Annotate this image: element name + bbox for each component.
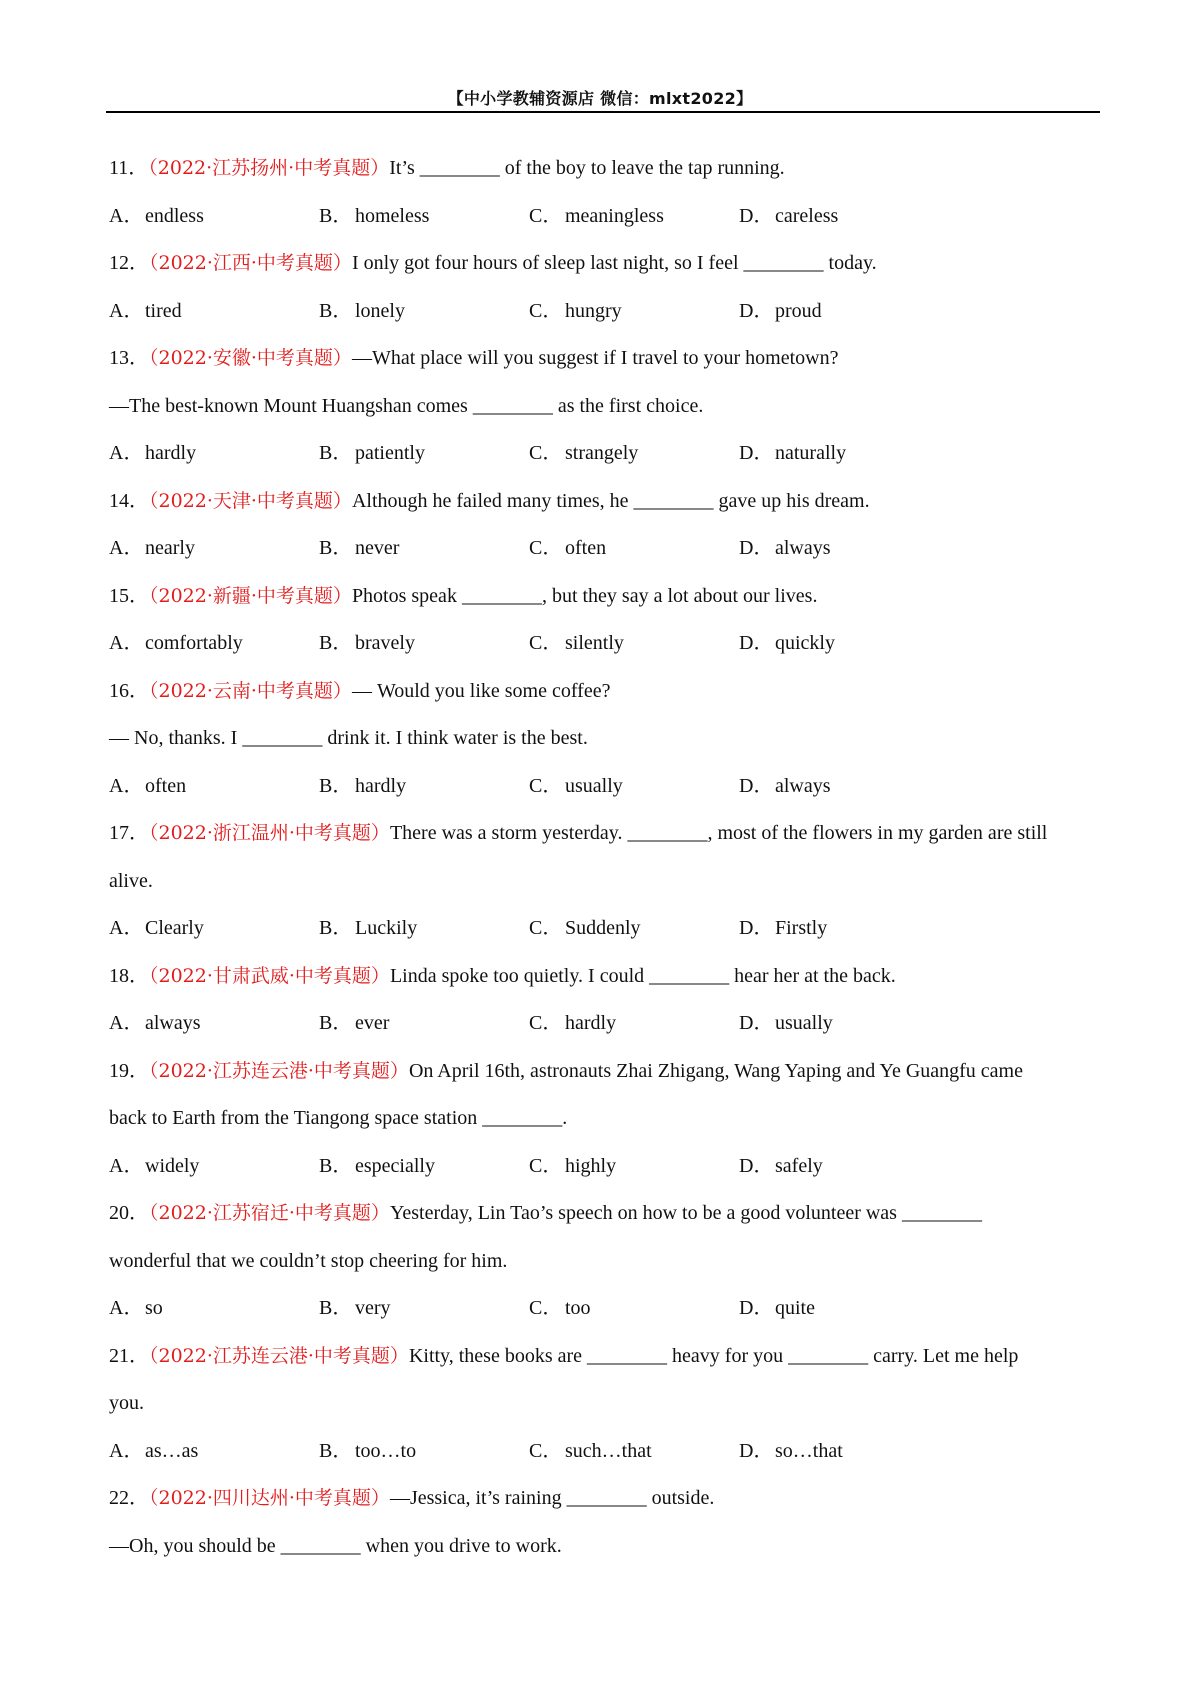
question-item [109, 1475, 1104, 1570]
question-text: alive. [109, 869, 153, 892]
question-number: 22． [109, 1487, 149, 1509]
question-text: — Would you like some coffee? [351, 679, 611, 702]
option-letter: D． [739, 632, 774, 654]
answer-options [109, 1285, 1104, 1333]
answer-option [109, 430, 319, 478]
answer-option [529, 1285, 739, 1333]
answer-option [529, 620, 739, 668]
option-text: hardly [565, 1012, 617, 1034]
question-text: —The best-known Mount Huangshan comes ________ as the first choice. [109, 394, 704, 417]
option-text: lonely [355, 299, 405, 322]
option-text: safely [775, 1154, 823, 1177]
answer-option [739, 1428, 949, 1476]
option-letter: A． [109, 1439, 144, 1462]
answer-option [739, 905, 949, 953]
option-letter: B． [319, 632, 353, 654]
option-letter: A． [109, 442, 144, 464]
answer-options [109, 430, 1104, 478]
question-line [109, 383, 1104, 431]
answer-option [529, 1000, 739, 1048]
answer-option [109, 1285, 319, 1333]
question-number: 12． [109, 252, 149, 274]
question-item [109, 1333, 1104, 1476]
option-letter: B． [319, 1012, 353, 1034]
option-text: nearly [145, 537, 195, 559]
option-letter: B． [319, 299, 353, 322]
option-text: naturally [775, 442, 847, 464]
question-text: — No, thanks. I ________ drink it. I think water is the best. [109, 727, 588, 749]
question-item [109, 573, 1104, 668]
question-line [109, 810, 1104, 858]
option-letter: B． [319, 774, 353, 797]
question-line [109, 145, 1104, 193]
question-source: （2022·云南·中考真题） [149, 679, 352, 702]
question-source: （2022·安徽·中考真题） [149, 347, 352, 369]
option-text: Luckily [355, 917, 418, 939]
question-text: Yesterday, Lin Tao’s speech on how to be a good volunteer was ________ [389, 1202, 982, 1224]
answer-option [109, 1143, 319, 1191]
question-text: —Jessica, it’s raining ________ outside. [389, 1487, 715, 1509]
question-item [109, 145, 1104, 240]
question-number: 18． [109, 964, 149, 987]
answer-option [109, 1428, 319, 1476]
question-number: 15． [109, 584, 149, 607]
option-text: silently [565, 632, 624, 654]
option-letter: C． [529, 442, 563, 464]
option-text: always [775, 537, 831, 559]
question-source: （2022·江苏连云港·中考真题） [149, 1344, 409, 1367]
answer-options [109, 193, 1104, 241]
option-letter: B． [319, 1297, 353, 1319]
answer-option [319, 193, 529, 241]
option-letter: C． [529, 774, 563, 797]
page-header: 【中小学教辅资源店 微信：mlxt2022】 [447, 89, 753, 108]
question-source: （2022·新疆·中考真题） [149, 584, 352, 607]
answer-option [319, 525, 529, 573]
answer-option [109, 1000, 319, 1048]
answer-options [109, 288, 1104, 336]
answer-option [319, 1143, 529, 1191]
option-letter: C． [529, 1439, 563, 1462]
question-line [109, 1095, 1104, 1143]
question-line [109, 1475, 1104, 1523]
answer-option [739, 288, 949, 336]
option-text: strangely [565, 442, 639, 464]
option-letter: D． [739, 1439, 774, 1462]
option-text: Suddenly [565, 917, 641, 939]
question-item [109, 953, 1104, 1048]
question-text: Photos speak ________, but they say a lot about our lives. [351, 584, 818, 607]
answer-option [739, 1000, 949, 1048]
option-letter: B． [319, 1154, 353, 1177]
option-text: Clearly [145, 917, 204, 939]
option-text: hardly [145, 442, 197, 464]
option-letter: A． [109, 537, 144, 559]
option-text: so…that [775, 1439, 843, 1462]
option-letter: B． [319, 917, 353, 939]
option-letter: C． [529, 537, 563, 559]
option-letter: B． [319, 1439, 353, 1462]
answer-option [319, 905, 529, 953]
answer-option [739, 1143, 949, 1191]
question-line [109, 478, 1104, 526]
option-letter: C． [529, 1012, 563, 1034]
question-line [109, 240, 1104, 288]
question-number: 16． [109, 679, 149, 702]
question-text: Kitty, these books are ________ heavy for you ________ carry. Let me help [408, 1344, 1019, 1367]
option-letter: D． [739, 537, 774, 559]
answer-options [109, 763, 1104, 811]
question-source: （2022·四川达州·中考真题） [149, 1487, 390, 1509]
question-number: 19． [109, 1059, 149, 1082]
answer-option [109, 905, 319, 953]
question-text: It’s ________ of the boy to leave the tap running. [389, 157, 785, 179]
question-source: （2022·江苏扬州·中考真题） [148, 157, 390, 179]
question-number: 14． [109, 489, 149, 512]
option-text: usually [565, 774, 623, 797]
option-text: especially [355, 1154, 435, 1177]
question-line [109, 1523, 1104, 1571]
question-list [109, 145, 1104, 1570]
question-item [109, 240, 1104, 335]
answer-options [109, 525, 1104, 573]
question-text: —What place will you suggest if I travel to your hometown? [351, 347, 839, 369]
option-text: often [145, 774, 187, 797]
question-line [109, 1238, 1104, 1286]
option-text: too [565, 1297, 591, 1319]
answer-options [109, 1143, 1104, 1191]
option-text: hungry [565, 299, 622, 322]
option-letter: A． [109, 917, 144, 939]
answer-options [109, 1000, 1104, 1048]
option-letter: A． [109, 1154, 144, 1177]
option-letter: C． [529, 632, 563, 654]
answer-option [109, 288, 319, 336]
answer-options [109, 620, 1104, 668]
option-letter: B． [319, 537, 353, 559]
question-source: （2022·江西·中考真题） [149, 252, 352, 274]
question-line [109, 335, 1104, 383]
option-text: patiently [355, 442, 425, 464]
header-divider [106, 111, 1100, 113]
question-item [109, 668, 1104, 811]
question-source: （2022·江苏连云港·中考真题） [149, 1059, 409, 1082]
option-letter: D． [739, 204, 774, 227]
option-text: highly [565, 1154, 617, 1177]
option-text: never [355, 537, 400, 559]
option-text: quickly [775, 632, 835, 654]
question-text: I only got four hours of sleep last night, so I feel ________ today. [351, 252, 877, 274]
answer-option [319, 763, 529, 811]
question-line [109, 1190, 1104, 1238]
option-text: ever [355, 1012, 390, 1034]
option-letter: C． [529, 917, 563, 939]
question-number: 21． [109, 1344, 149, 1367]
answer-option [529, 1143, 739, 1191]
option-text: proud [775, 299, 822, 322]
question-number: 11． [109, 157, 149, 179]
option-text: hardly [355, 774, 407, 797]
option-letter: A． [109, 204, 144, 227]
question-number: 13． [109, 347, 149, 369]
question-line [109, 573, 1104, 621]
question-item [109, 478, 1104, 573]
question-text: On April 16th, astronauts Zhai Zhigang, Wang Yaping and Ye Guangfu came [408, 1059, 1023, 1082]
question-item [109, 1190, 1104, 1333]
option-letter: B． [319, 442, 353, 464]
question-text: —Oh, you should be ________ when you drive to work. [109, 1534, 562, 1557]
option-text: often [565, 537, 607, 559]
option-text: such…that [565, 1439, 652, 1462]
question-item [109, 335, 1104, 478]
option-letter: A． [109, 774, 144, 797]
question-number: 20． [109, 1202, 149, 1224]
question-line [109, 668, 1104, 716]
question-text: Although he failed many times, he ________ gave up his dream. [351, 489, 870, 512]
option-letter: D． [739, 1154, 774, 1177]
option-text: usually [775, 1012, 833, 1034]
answer-option [739, 763, 949, 811]
answer-option [319, 430, 529, 478]
answer-options [109, 905, 1104, 953]
option-text: very [355, 1297, 391, 1319]
answer-option [109, 620, 319, 668]
option-text: meaningless [565, 204, 664, 227]
option-text: careless [775, 204, 839, 227]
option-text: homeless [355, 204, 430, 227]
question-line [109, 858, 1104, 906]
question-source: （2022·甘肃武威·中考真题） [149, 964, 390, 987]
answer-option [529, 193, 739, 241]
option-text: Firstly [775, 917, 828, 939]
question-text: wonderful that we couldn’t stop cheering for him. [109, 1249, 508, 1272]
option-text: bravely [355, 632, 415, 654]
answer-option [739, 430, 949, 478]
option-letter: C． [529, 1154, 563, 1177]
option-letter: D． [739, 299, 774, 322]
option-letter: D． [739, 1297, 774, 1319]
answer-option [319, 1000, 529, 1048]
option-letter: B． [319, 204, 353, 227]
question-line [109, 715, 1104, 763]
question-line [109, 953, 1104, 1001]
option-text: as…as [145, 1439, 199, 1462]
option-letter: D． [739, 917, 774, 939]
answer-options [109, 1428, 1104, 1476]
option-letter: D． [739, 774, 774, 797]
question-source: （2022·天津·中考真题） [149, 489, 352, 512]
option-letter: D． [739, 442, 774, 464]
option-text: too…to [355, 1439, 417, 1462]
question-text: you. [109, 1392, 144, 1414]
answer-option [109, 193, 319, 241]
option-text: tired [145, 299, 182, 322]
option-letter: C． [529, 1297, 563, 1319]
answer-option [319, 620, 529, 668]
answer-option [529, 905, 739, 953]
question-item [109, 810, 1104, 953]
option-letter: A． [109, 1012, 144, 1034]
question-text: back to Earth from the Tiangong space station ________. [109, 1107, 568, 1129]
option-letter: D． [739, 1012, 774, 1034]
question-item [109, 1048, 1104, 1191]
question-line [109, 1333, 1104, 1381]
option-text: endless [145, 204, 204, 227]
option-text: widely [145, 1154, 200, 1177]
option-letter: A． [109, 1297, 144, 1319]
answer-option [109, 525, 319, 573]
option-text: comfortably [145, 632, 243, 654]
answer-option [529, 525, 739, 573]
answer-option [739, 193, 949, 241]
answer-option [739, 620, 949, 668]
answer-option [529, 763, 739, 811]
answer-option [529, 288, 739, 336]
option-text: always [775, 774, 831, 797]
answer-option [739, 525, 949, 573]
option-letter: C． [529, 299, 563, 322]
option-letter: A． [109, 632, 144, 654]
answer-option [529, 1428, 739, 1476]
question-line [109, 1048, 1104, 1096]
question-text: Linda spoke too quietly. I could ________ hear her at the back. [389, 964, 896, 987]
option-text: always [145, 1012, 201, 1034]
question-source: （2022·江苏宿迁·中考真题） [149, 1202, 390, 1224]
question-number: 17． [109, 822, 149, 844]
answer-option [109, 763, 319, 811]
question-line [109, 1380, 1104, 1428]
option-text: quite [775, 1297, 815, 1319]
option-text: so [145, 1297, 163, 1319]
answer-option [739, 1285, 949, 1333]
question-source: （2022·浙江温州·中考真题） [149, 822, 390, 844]
answer-option [319, 288, 529, 336]
option-letter: C． [529, 204, 563, 227]
answer-option [529, 430, 739, 478]
option-letter: A． [109, 299, 144, 322]
question-text: There was a storm yesterday. ________, most of the flowers in my garden are still [389, 822, 1048, 844]
answer-option [319, 1285, 529, 1333]
answer-option [319, 1428, 529, 1476]
